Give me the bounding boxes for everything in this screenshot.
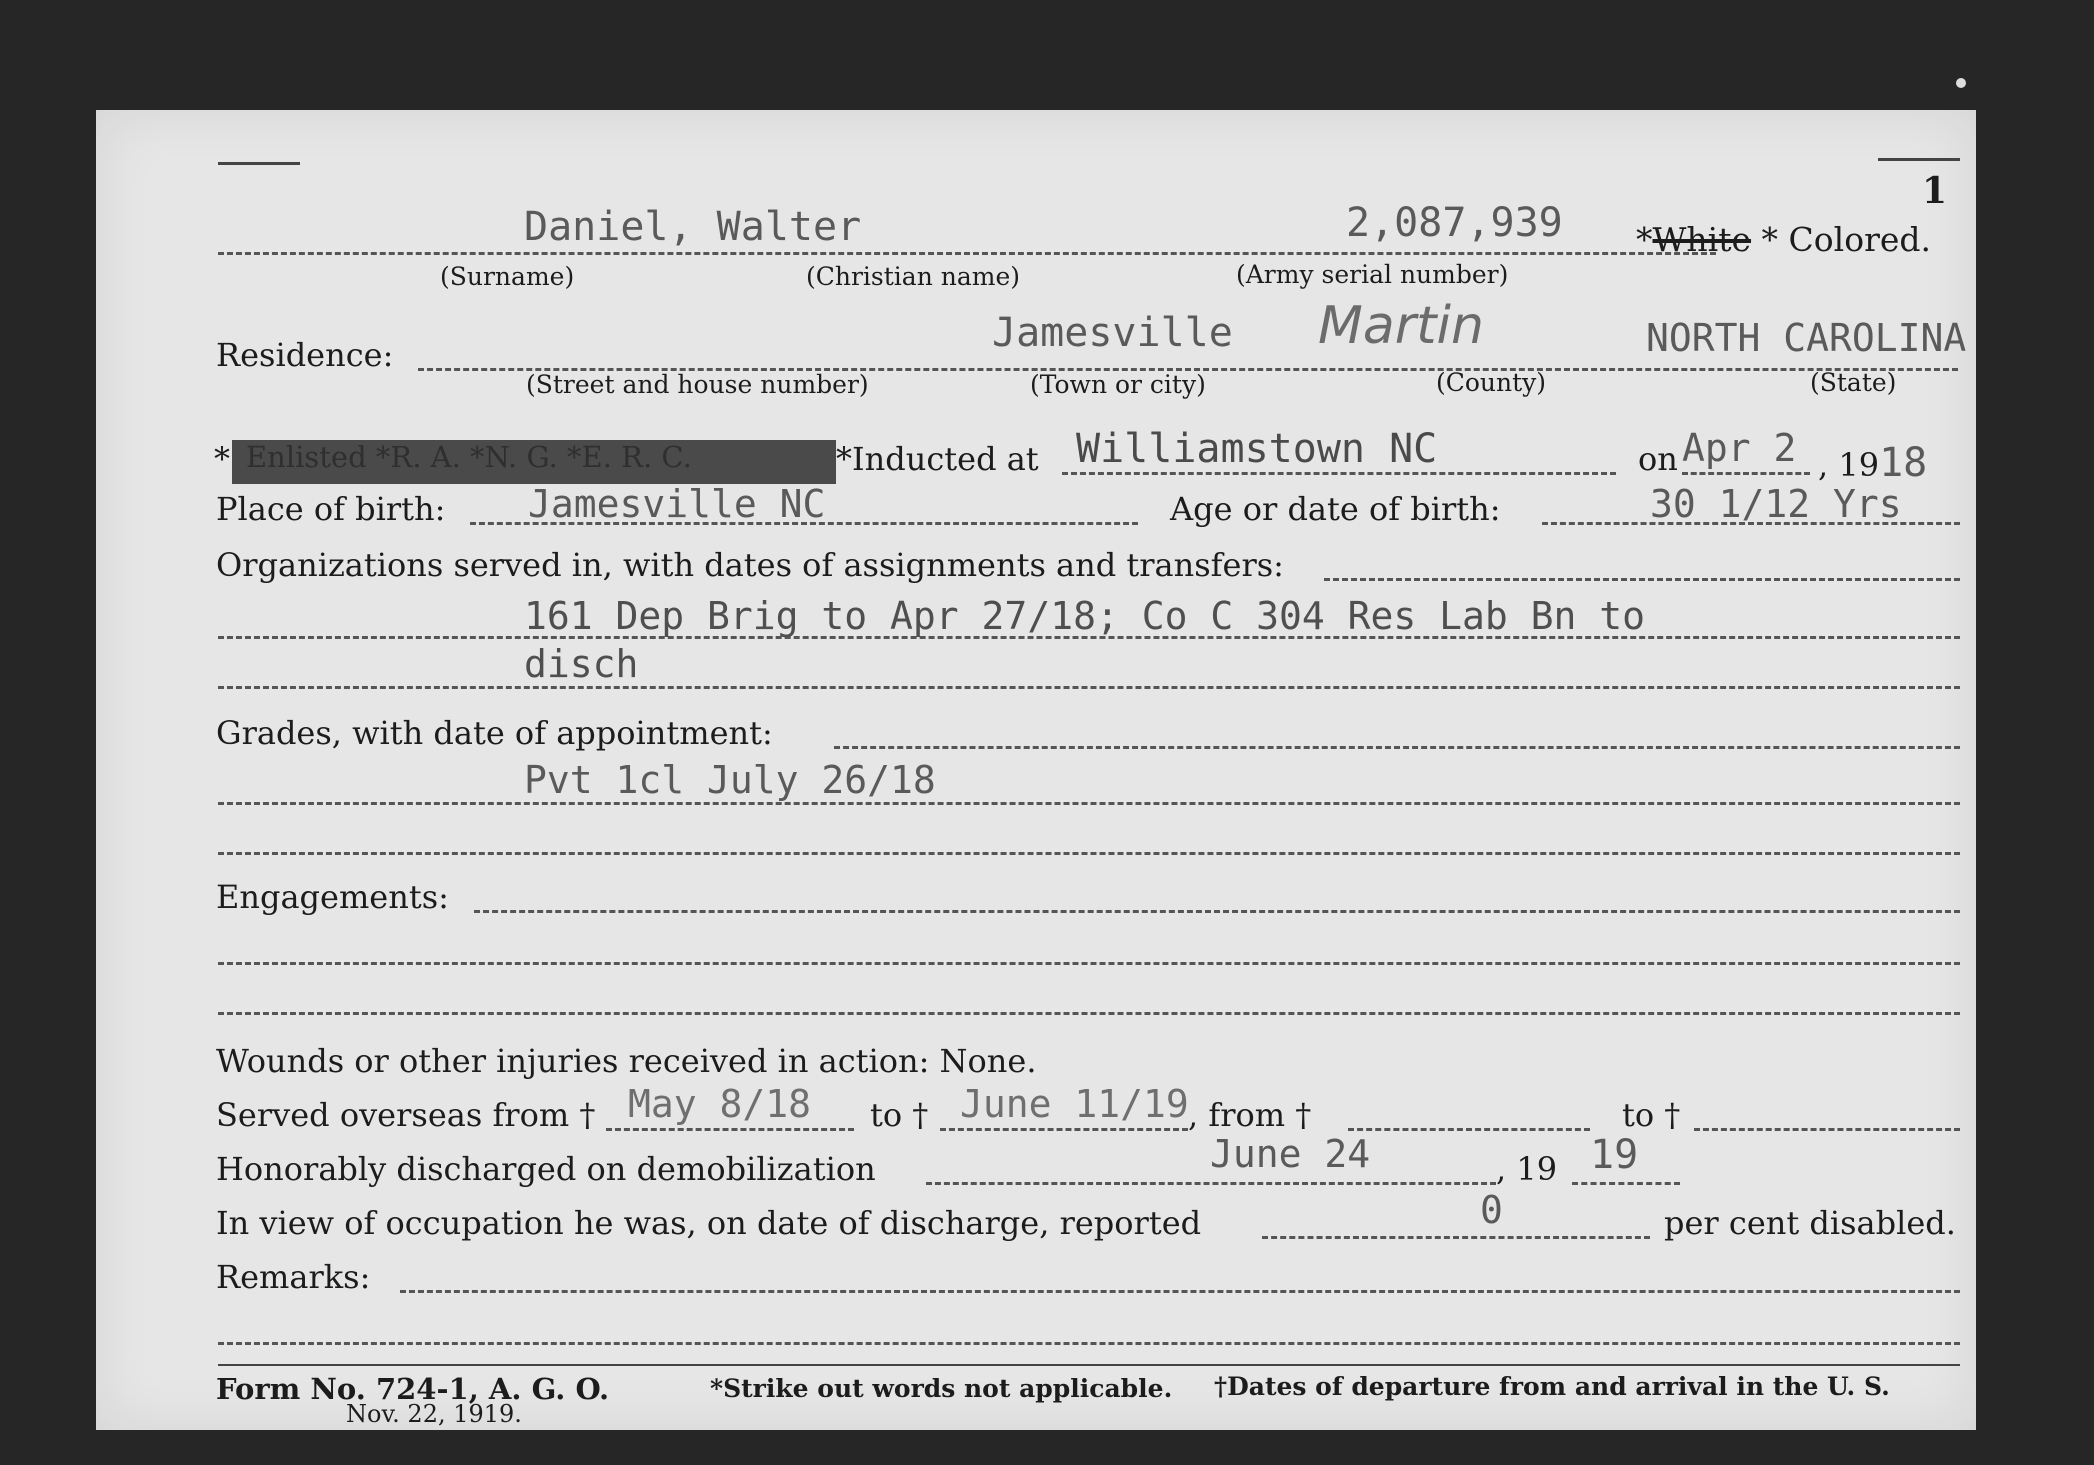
disability-value: 0 — [1480, 1188, 1503, 1232]
discharge-year-prefix: , 19 — [1496, 1150, 1558, 1188]
organizations-text-2: disch — [524, 642, 639, 686]
grades-line-1 — [218, 802, 1960, 805]
age-label: Age or date of birth: — [1170, 490, 1501, 528]
inducted-date: Apr 2 — [1682, 426, 1797, 470]
overseas-to-line — [940, 1128, 1188, 1131]
inducted-on-label: on — [1638, 440, 1678, 478]
discharge-year: 19 — [1590, 1132, 1639, 1178]
grade-value: Pvt 1cl July 26/18 — [524, 758, 936, 802]
overseas-from-label: Served overseas from † — [216, 1096, 596, 1134]
discharge-date: June 24 — [1210, 1132, 1371, 1176]
army-serial-number: 2,087,939 — [1346, 200, 1563, 246]
overseas-to-date: June 11/19 — [960, 1082, 1189, 1126]
footnote-strike-out: *Strike out words not applicable. — [710, 1374, 1173, 1403]
discharge-year-line — [1572, 1182, 1680, 1185]
footer-rule — [218, 1364, 1960, 1366]
service-record-card — [96, 110, 1976, 1430]
inducted-date-line — [1682, 472, 1810, 475]
residence-town: Jamesville — [992, 310, 1233, 356]
residence-label: Residence: — [216, 336, 394, 374]
inducted-at-label: *Inducted at — [836, 440, 1039, 478]
overseas-from-line — [606, 1128, 854, 1131]
remarks-label: Remarks: — [216, 1258, 371, 1296]
organizations-line-0 — [1324, 578, 1960, 581]
inducted-year: , 1918 — [1818, 440, 1928, 486]
punch-mark — [1956, 78, 1966, 88]
overseas-to2-label: to † — [1622, 1096, 1681, 1134]
overseas-to2-line — [1694, 1128, 1960, 1131]
remarks-line-0 — [400, 1290, 1960, 1293]
christian-name-caption: (Christian name) — [806, 262, 1021, 291]
surname-christian-name: Daniel, Walter — [524, 204, 862, 250]
white-struck: White — [1652, 220, 1752, 259]
overseas-from2-label: , from † — [1188, 1096, 1312, 1134]
grades-label: Grades, with date of appointment: — [216, 714, 773, 752]
place-of-birth-label: Place of birth: — [216, 490, 446, 528]
form-number: Form No. 724-1, A. G. O. — [216, 1372, 610, 1406]
engagements-label: Engagements: — [216, 878, 449, 916]
engagements-line-0 — [474, 910, 1960, 913]
place-of-birth: Jamesville NC — [528, 482, 826, 526]
form-date: Nov. 22, 1919. — [346, 1400, 522, 1428]
organizations-text-1: 161 Dep Brig to Apr 27/18; Co C 304 Res Lab Bn to — [524, 594, 1646, 638]
discharge-label: Honorably discharged on demobilization — [216, 1150, 876, 1188]
street-caption: (Street and house number) — [526, 370, 869, 399]
surname-caption: (Surname) — [440, 262, 575, 291]
discharge-date-line — [926, 1182, 1496, 1185]
top-left-rule — [218, 162, 300, 165]
overseas-from-date: May 8/18 — [628, 1082, 812, 1126]
disability-label: In view of occupation he was, on date of discharge, reported — [216, 1204, 1202, 1242]
disability-line — [1262, 1236, 1650, 1239]
organizations-label: Organizations served in, with dates of assignments and transfers: — [216, 546, 1284, 584]
residence-state: NORTH CAROLINA — [1646, 316, 1967, 360]
organizations-line-2 — [218, 686, 1960, 689]
serial-caption: (Army serial number) — [1236, 260, 1509, 289]
wounds-label: Wounds or other injuries received in action: None. — [216, 1042, 1037, 1080]
age-value: 30 1/12 Yrs — [1650, 482, 1902, 526]
inducted-place-line — [1062, 472, 1616, 475]
overseas-to-label: to † — [870, 1096, 929, 1134]
overseas-from2-line — [1348, 1128, 1590, 1131]
engagements-line-2 — [218, 1012, 1960, 1015]
remarks-line-1 — [218, 1342, 1960, 1345]
enlist-star: * — [214, 440, 230, 478]
top-right-rule — [1878, 158, 1960, 161]
race-field: *White * Colored. — [1636, 220, 1931, 259]
struck-enlistment-options: Enlisted *R. A. *N. G. *E. R. C. — [246, 440, 692, 474]
engagements-line-1 — [218, 962, 1960, 965]
disability-suffix: per cent disabled. — [1664, 1204, 1956, 1242]
grades-line-2 — [218, 852, 1960, 855]
footnote-dates: †Dates of departure from and arrival in the U. S. — [1214, 1372, 1890, 1401]
town-caption: (Town or city) — [1030, 370, 1206, 399]
county-caption: (County) — [1436, 368, 1547, 397]
card-number: 1 — [1922, 170, 1948, 212]
name-line — [218, 252, 1716, 255]
state-caption: (State) — [1810, 368, 1897, 397]
residence-county: Martin — [1318, 296, 1484, 356]
grades-line-0 — [834, 746, 1960, 749]
inducted-place: Williamstown NC — [1076, 426, 1438, 472]
